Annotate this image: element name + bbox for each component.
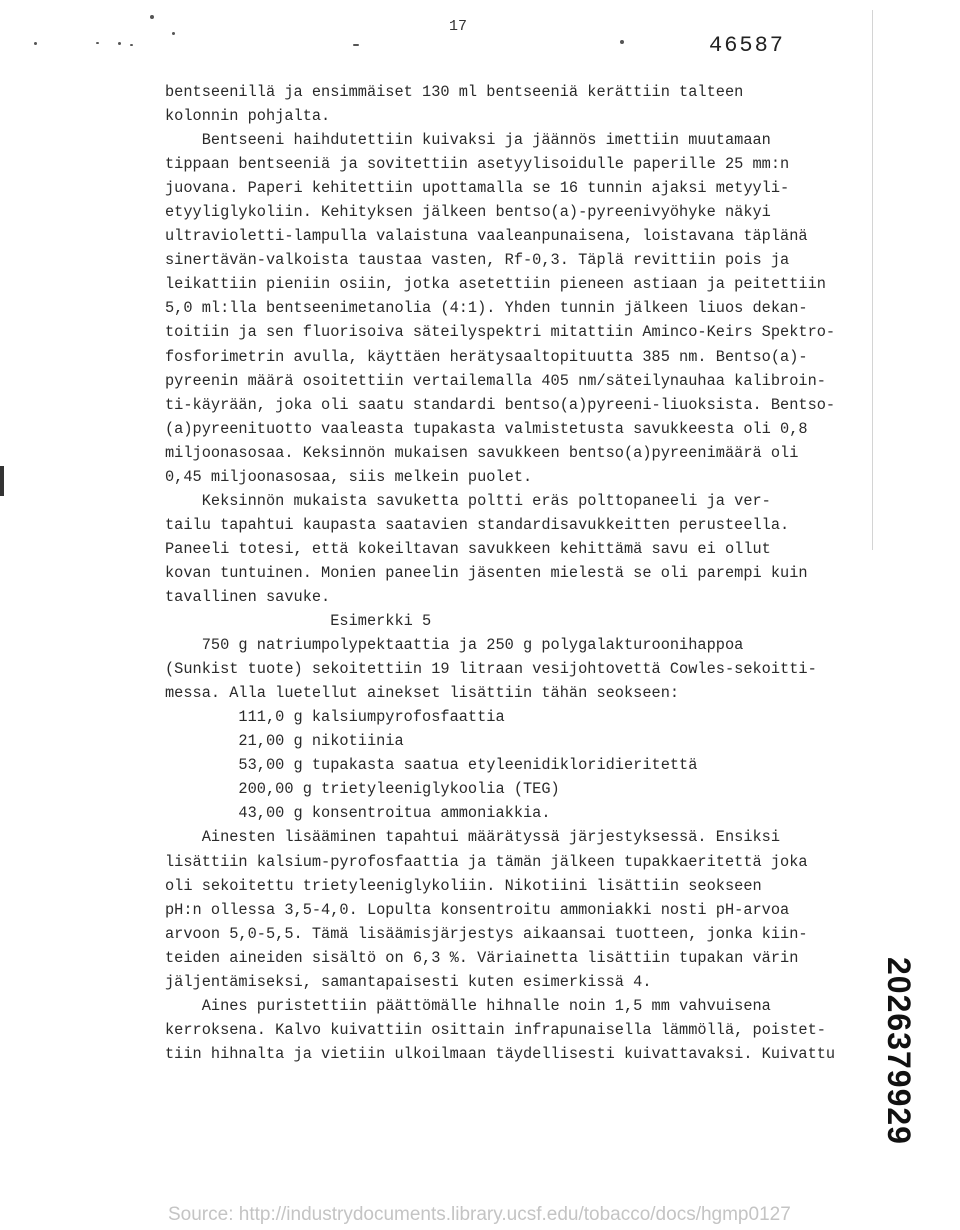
text-line: 5,0 ml:lla bentseenimetanolia (4:1). Yhden tunnin jälkeen liuos dekan- xyxy=(165,299,808,318)
source-footer: Source: http://industrydocuments.library.ucsf.edu/tobacco/docs/hgmp0127 xyxy=(168,1204,791,1225)
ingredient-line: 43,00 g konsentroitua ammoniakkia. xyxy=(165,804,551,823)
scan-speck xyxy=(118,42,121,45)
text-line: Bentseeni haihdutettiin kuivaksi ja jäännös imettiin muutamaan xyxy=(165,131,771,150)
text-line: tiin hihnalta ja vietiin ulkoilmaan täydellisesti kuivattavaksi. Kuivattu xyxy=(165,1044,836,1063)
ingredient-line: 21,00 g nikotiinia xyxy=(165,732,404,751)
bates-number: 2026379929 xyxy=(881,957,917,1145)
scan-edge-mark xyxy=(0,466,4,496)
document-number: 46587 xyxy=(709,33,786,58)
text-line: (Sunkist tuote) sekoitettiin 19 litraan vesijohtovettä Cowles-sekoitti- xyxy=(165,660,817,679)
page-number: 17 xyxy=(449,18,468,35)
text-line: Keksinnön mukaista savuketta poltti eräs polttopaneeli ja ver- xyxy=(165,491,771,510)
text-line: tavallinen savuke. xyxy=(165,587,331,606)
scan-speck xyxy=(130,44,133,46)
text-line: (a)pyreenituotto vaaleasta tupakasta valmistetusta savukkeesta oli 0,8 xyxy=(165,419,808,438)
ingredient-line: 111,0 g kalsiumpyrofosfaattia xyxy=(165,708,505,727)
body-text xyxy=(165,80,875,1066)
text-line: sinertävän-valkoista taustaa vasten, Rf-0,3. Täplä revittiin pois ja xyxy=(165,251,790,270)
text-line: toitiin ja sen fluorisoiva säteilyspektri mitattiin Aminco-Keirs Spektro- xyxy=(165,323,836,342)
text-line: tailu tapahtui kaupasta saatavien standardisavukkeitten perusteella. xyxy=(165,515,790,534)
text-line: Paneeli totesi, että kokeiltavan savukkeen kehittämä savu ei ollut xyxy=(165,539,771,558)
text-line: Aines puristettiin päättömälle hihnalle noin 1,5 mm vahvuisena xyxy=(165,996,771,1015)
text-line: oli sekoitettu trietyleeniglykoliin. Nikotiini lisättiin seokseen xyxy=(165,876,762,895)
text-line: arvoon 5,0-5,5. Tämä lisäämisjärjestys aikaansai tuotteen, jonka kiin- xyxy=(165,924,808,943)
scan-speck xyxy=(150,15,154,19)
scan-speck xyxy=(96,42,99,44)
scan-speck xyxy=(34,42,37,45)
text-line: leikattiin pieniin osiin, jotka asetettiin pieneen astiaan ja peitettiin xyxy=(165,275,826,294)
text-line: fosforimetrin avulla, käyttäen herätysaaltopituutta 385 nm. Bentso(a)- xyxy=(165,347,808,366)
scan-speck xyxy=(172,32,175,35)
text-line: jäljentämiseksi, samantapaisesti kuten esimerkissä 4. xyxy=(165,972,652,991)
scan-speck xyxy=(353,44,359,46)
scan-speck xyxy=(620,40,624,44)
section-heading: Esimerkki 5 xyxy=(165,612,432,631)
text-line: teiden aineiden sisältö on 6,3 %. Väriainetta lisättiin tupakan värin xyxy=(165,948,799,967)
text-line: miljoonasosaa. Keksinnön mukaisen savukkeen bentso(a)pyreenimäärä oli xyxy=(165,443,799,462)
text-line: pyreenin määrä osoitettiin vertailemalla 405 nm/säteilynauhaa kalibroin- xyxy=(165,371,826,390)
text-line: 750 g natriumpolypektaattia ja 250 g polygalakturoonihappoa xyxy=(165,636,744,655)
text-line: Ainesten lisääminen tapahtui määrätyssä järjestyksessä. Ensiksi xyxy=(165,828,781,847)
text-line: pH:n ollessa 3,5-4,0. Lopulta konsentroitu ammoniakki nosti pH-arvoa xyxy=(165,900,790,919)
text-line: 0,45 miljoonasosaa, siis melkein puolet. xyxy=(165,467,533,486)
text-line: kerroksena. Kalvo kuivattiin osittain infrapunaisella lämmöllä, poistet- xyxy=(165,1020,826,1039)
ingredient-line: 53,00 g tupakasta saatua etyleenidikloridieritettä xyxy=(165,756,698,775)
text-line: ti-käyrään, joka oli saatu standardi bentso(a)pyreeni-liuoksista. Bentso- xyxy=(165,395,836,414)
text-line: ultravioletti-lampulla valaistuna vaaleanpunaisena, loistavana täplänä xyxy=(165,227,808,246)
text-line: juovana. Paperi kehitettiin upottamalla se 16 tunnin ajaksi metyyli- xyxy=(165,179,790,198)
text-line: bentseenillä ja ensimmäiset 130 ml bentseeniä kerättiin talteen xyxy=(165,83,744,101)
ingredient-line: 200,00 g trietyleeniglykoolia (TEG) xyxy=(165,780,560,799)
text-line: tippaan bentseeniä ja sovitettiin asetyylisoidulle paperille 25 mm:n xyxy=(165,155,790,174)
text-line: messa. Alla luetellut ainekset lisättiin tähän seokseen: xyxy=(165,684,680,703)
text-line: kolonnin pohjalta. xyxy=(165,107,331,126)
text-line: etyyliglykoliin. Kehityksen jälkeen bentso(a)-pyreenivyöhyke näkyi xyxy=(165,203,771,222)
text-line: lisättiin kalsium-pyrofosfaattia ja tämän jälkeen tupakkaeritettä joka xyxy=(165,852,808,871)
text-line: kovan tuntuinen. Monien paneelin jäsenten mielestä se oli parempi kuin xyxy=(165,563,808,582)
